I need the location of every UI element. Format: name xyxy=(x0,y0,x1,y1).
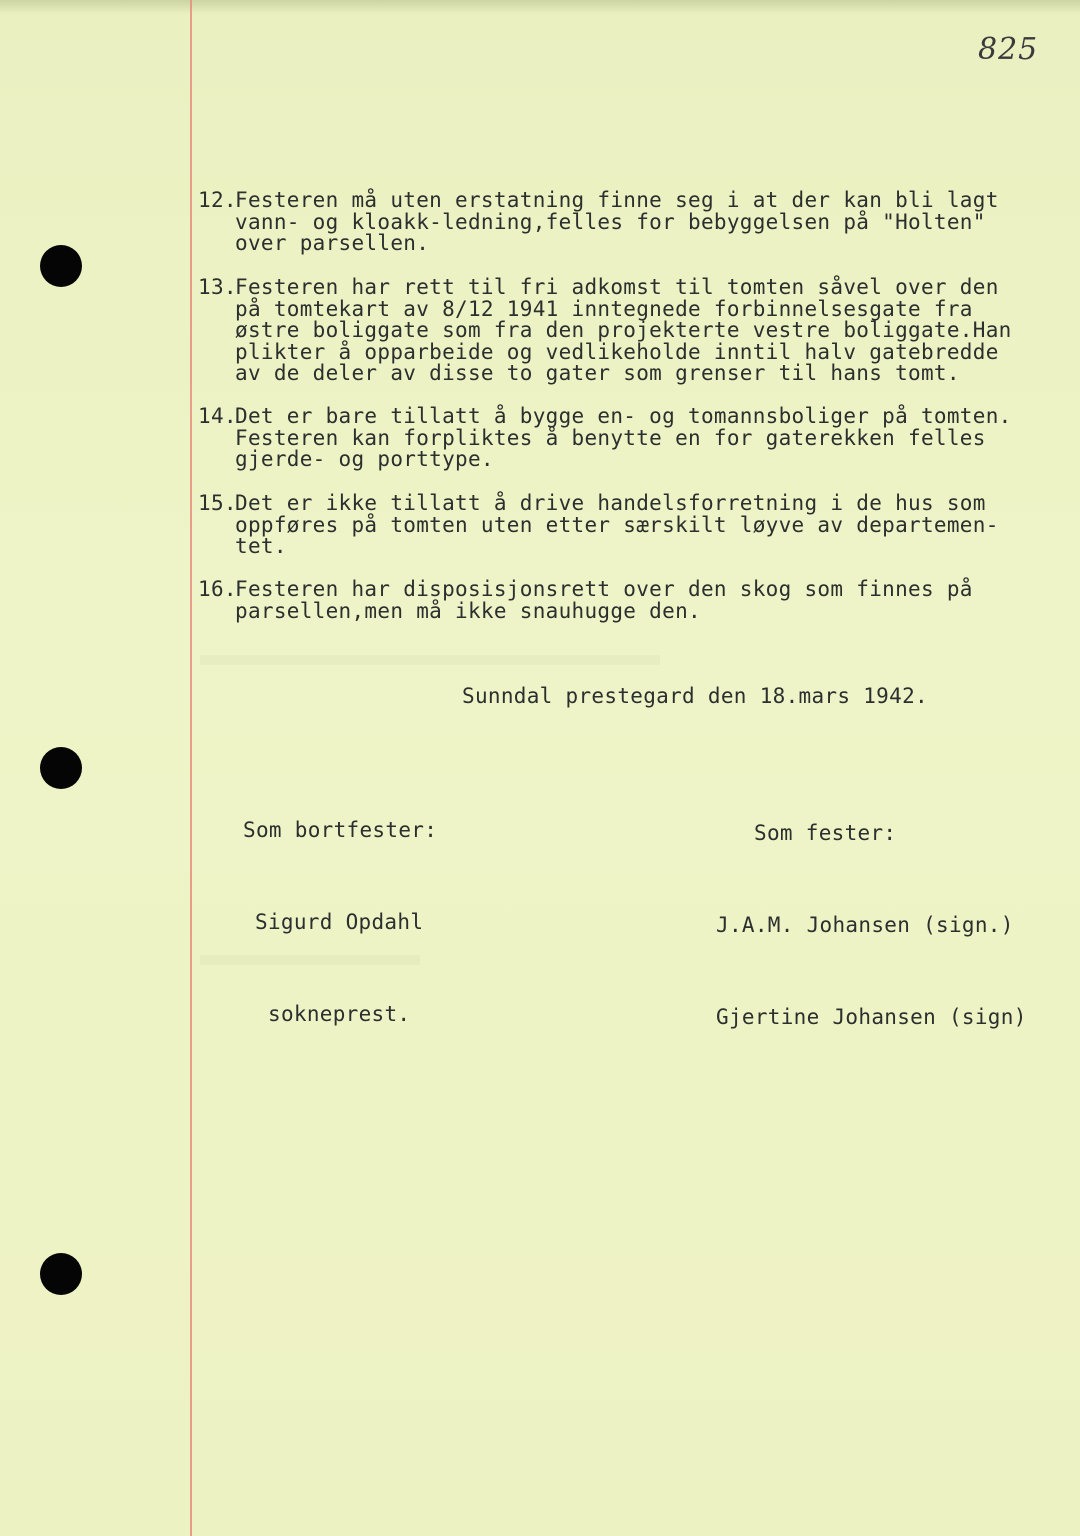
lessor-title: sokneprest. xyxy=(268,1002,411,1026)
lessor-heading: Som bortfester: xyxy=(243,818,438,842)
clause-text-line: tet. xyxy=(235,534,287,558)
clause-text-line: av de deler av disse to gater som grenser til hans tomt. xyxy=(235,361,960,385)
clause-text-line: vann- og kloakk-ledning,felles for bebyggelsen på "Holten" xyxy=(235,209,986,234)
clause-number: 16. xyxy=(198,577,237,601)
clause-14 xyxy=(198,406,1018,471)
clause-text-line: på tomtekart av 8/12 1941 inntegnede forbinnelsesgate fra xyxy=(235,296,973,321)
clause-text-line: oppføres på tomten uten etter særskilt løyve av departemen- xyxy=(235,512,999,537)
clause-text-line: Festeren kan forpliktes å benytte en for gaterekken felles xyxy=(235,425,986,450)
clause-text-line: parsellen,men må ikke snauhugge den. xyxy=(235,598,701,623)
margin-rule-line xyxy=(190,0,192,1536)
clause-12 xyxy=(198,190,1018,255)
punch-hole xyxy=(40,1253,82,1295)
signature-block-lessee xyxy=(716,763,1027,1087)
clause-text-line: gjerde- og porttype. xyxy=(235,447,494,471)
page-top-edge xyxy=(0,0,1080,14)
clause-number: 14. xyxy=(198,404,237,428)
punch-hole xyxy=(40,747,82,789)
lessee-name-1: J.A.M. Johansen (sign.) xyxy=(716,913,1014,937)
place-date-line: Sunndal prestegard den 18.mars 1942. xyxy=(462,684,928,708)
punch-hole xyxy=(40,245,82,287)
clause-text-line: Det er ikke tillatt å drive handelsforretning i de hus som xyxy=(235,491,986,515)
bleed-through-trace xyxy=(200,655,660,665)
clause-text-line: østre boliggate som fra den projekterte vestre boliggate.Han xyxy=(235,318,1012,342)
clause-text-line: plikter å opparbeide og vedlikeholde inntil halv gatebredde xyxy=(235,339,999,364)
clause-15 xyxy=(198,493,1018,558)
clause-16 xyxy=(198,579,1018,622)
page-number: 825 xyxy=(978,32,1039,67)
clause-number: 13. xyxy=(198,275,237,299)
clause-text-line: Festeren har disposisjonsrett over den skog som finnes på xyxy=(235,577,973,601)
clause-text-line: Festeren må uten erstatning finne seg i at der kan bli lagt xyxy=(235,188,999,212)
clause-text-line: Det er bare tillatt å bygge en- og tomannsboliger på tomten. xyxy=(235,404,1012,428)
clause-number: 15. xyxy=(198,491,237,515)
lessor-name: Sigurd Opdahl xyxy=(255,910,424,934)
lessee-heading: Som fester: xyxy=(754,821,897,845)
clause-number: 12. xyxy=(198,188,237,212)
lessee-name-2: Gjertine Johansen (sign) xyxy=(716,1005,1027,1029)
clause-text-line: Festeren har rett til fri adkomst til tomten såvel over den xyxy=(235,275,999,299)
clause-13 xyxy=(198,277,1018,385)
signature-block-lessor xyxy=(243,760,437,1084)
clause-text-line: over parsellen. xyxy=(235,231,430,255)
